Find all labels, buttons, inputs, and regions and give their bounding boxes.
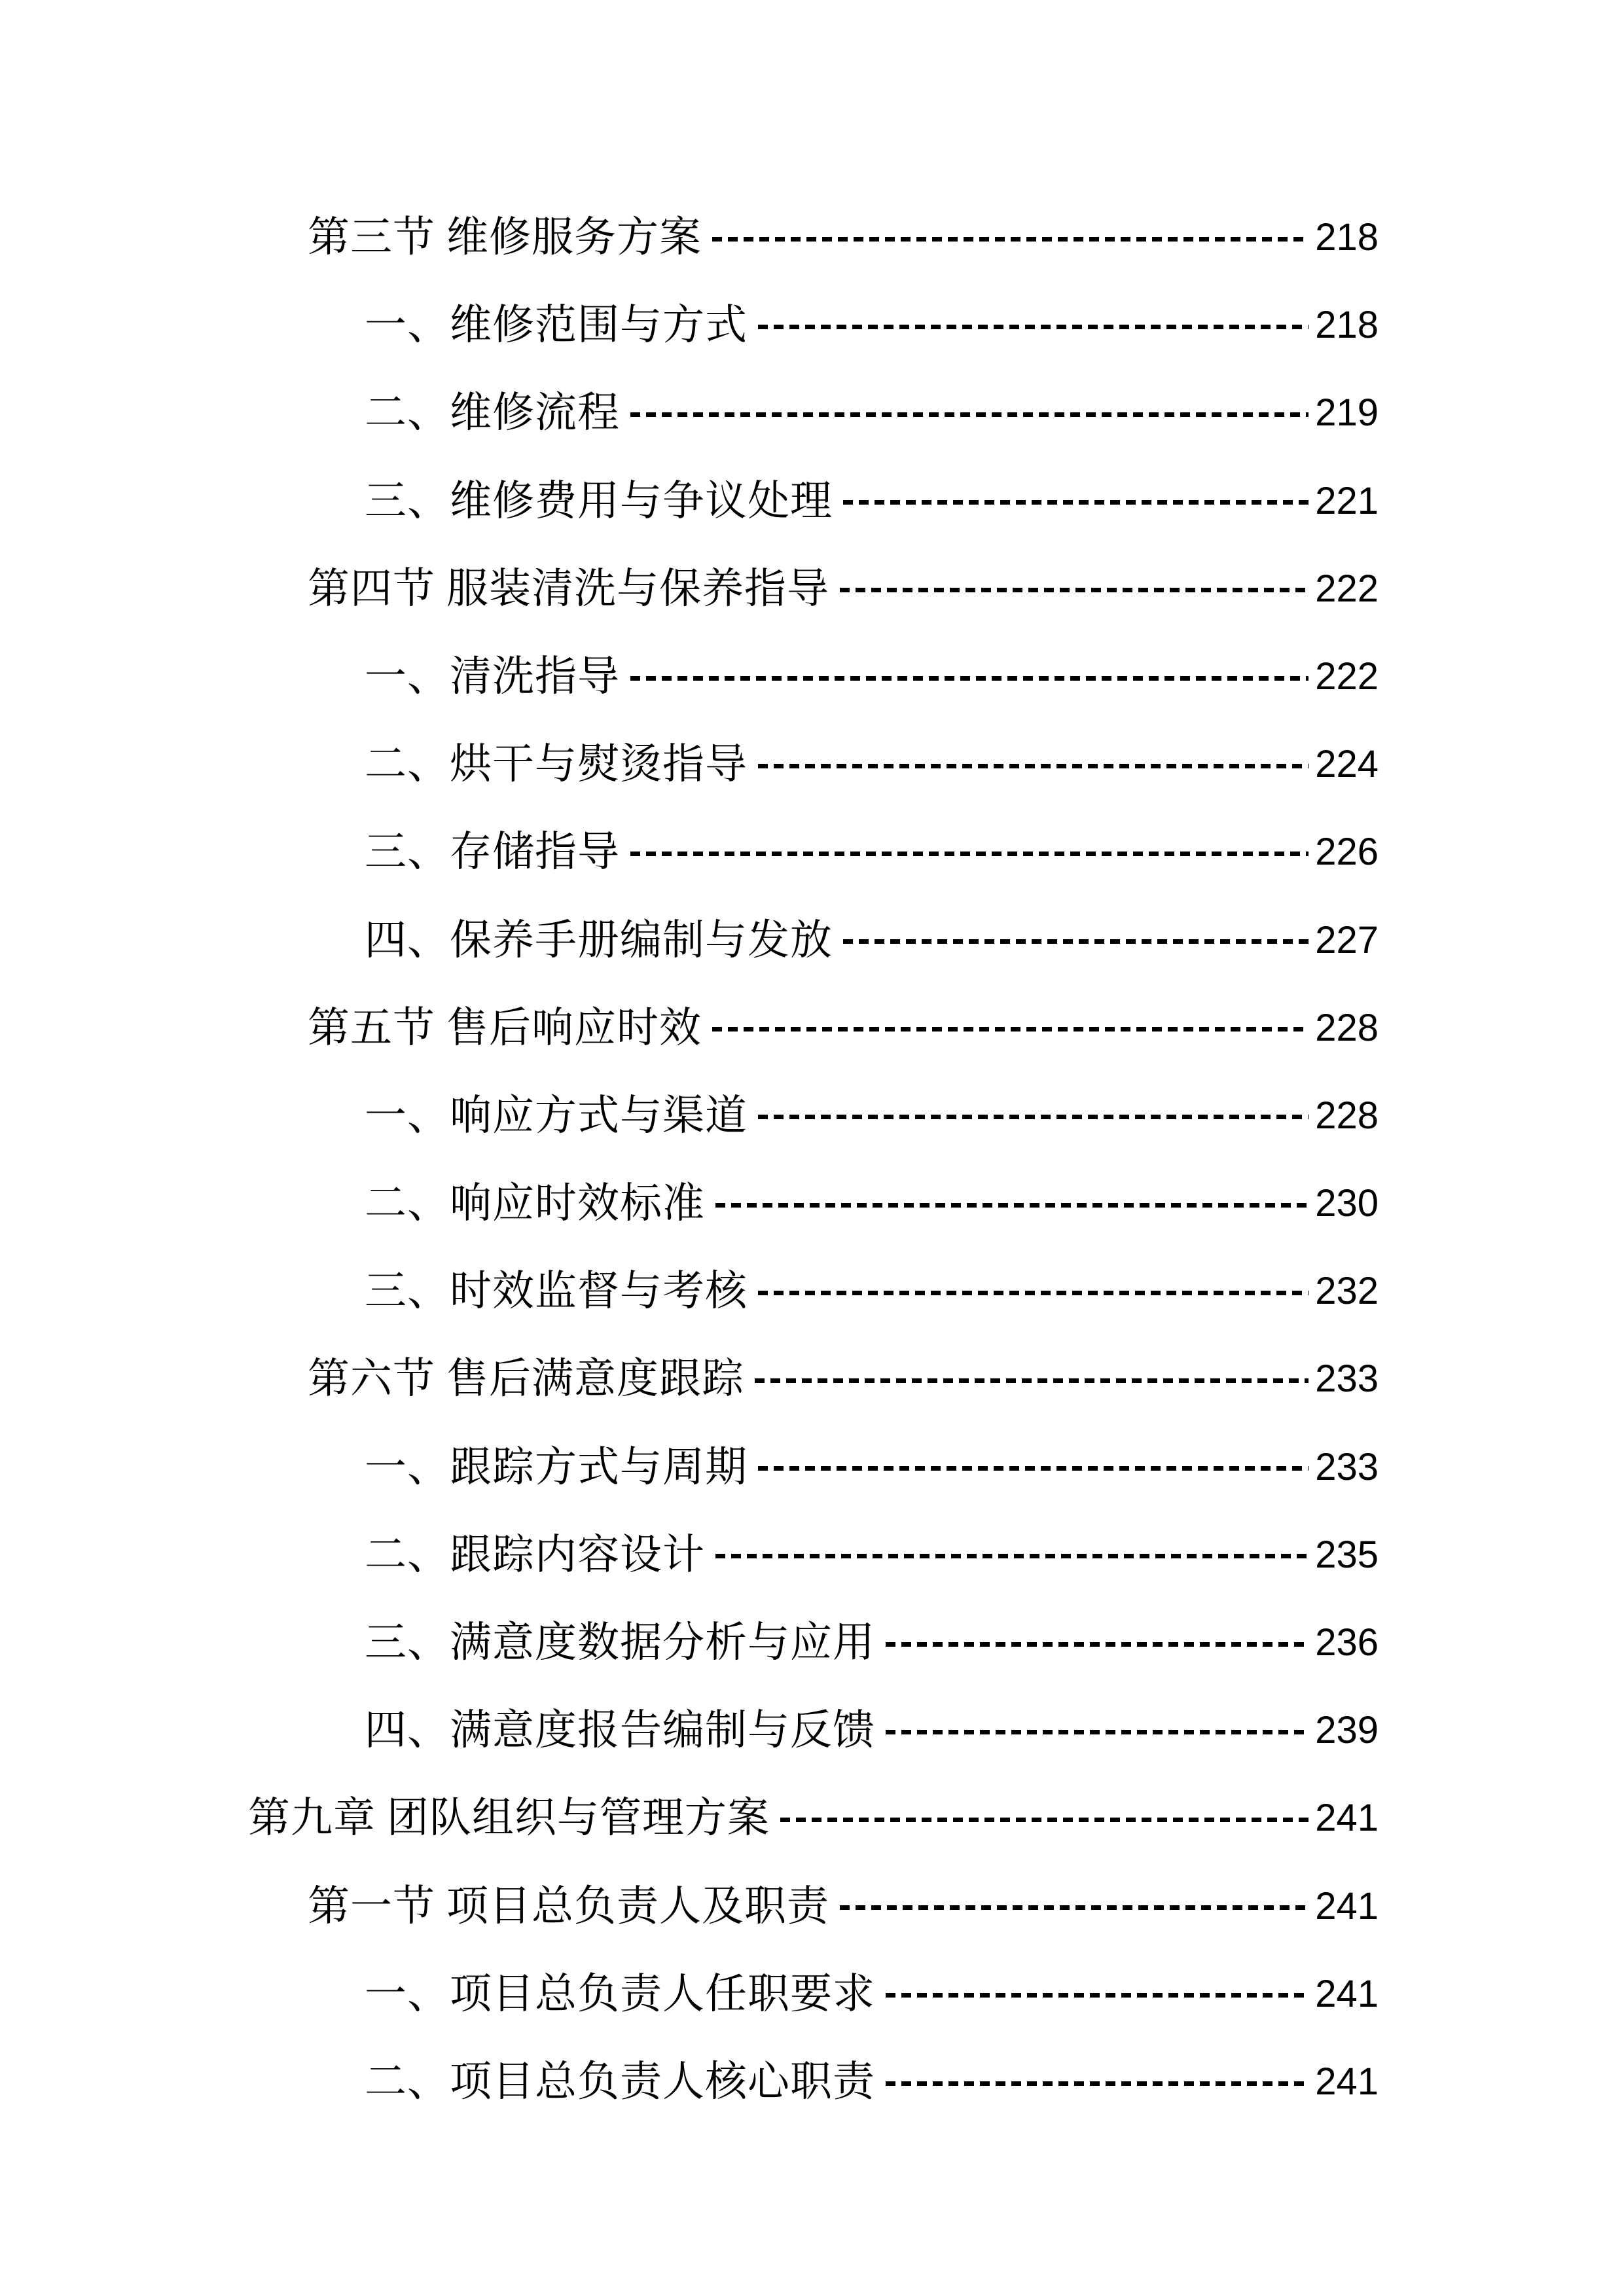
dotted-leader	[758, 325, 1308, 329]
toc-page-number: 218	[1315, 304, 1379, 347]
toc-entry	[248, 1160, 1379, 1247]
toc-page-number: 222	[1315, 655, 1379, 698]
toc-entry-label: 一、清洗指导	[365, 653, 620, 700]
toc-entry-label: 第四节 服装清洗与保养指导	[308, 565, 829, 612]
dotted-leader	[886, 2081, 1308, 2086]
toc-entry-label: 一、项目总负责人任职要求	[365, 1970, 875, 2017]
dotted-leader	[758, 1291, 1308, 1295]
dotted-leader	[758, 1115, 1308, 1119]
toc-entry	[248, 1072, 1379, 1160]
toc-page-number: 241	[1315, 1797, 1379, 1840]
toc-entry	[248, 984, 1379, 1072]
toc-entry-label: 四、保养手册编制与发放	[365, 916, 833, 963]
dotted-leader	[630, 676, 1308, 681]
toc-entry	[248, 1424, 1379, 1511]
toc-page-number: 241	[1315, 1972, 1379, 2015]
toc-page-number: 236	[1315, 1621, 1379, 1664]
dotted-leader	[715, 1554, 1308, 1558]
toc-entry	[248, 1335, 1379, 1423]
toc-page-number: 218	[1315, 216, 1379, 259]
toc-entry	[248, 545, 1379, 633]
toc-page-number: 228	[1315, 1006, 1379, 1049]
toc-page-number: 232	[1315, 1270, 1379, 1313]
toc-entry	[248, 369, 1379, 457]
toc-entry	[248, 721, 1379, 808]
dotted-leader	[630, 852, 1308, 856]
toc-page-number: 241	[1315, 2060, 1379, 2103]
toc-entry	[248, 633, 1379, 721]
toc-entry	[248, 808, 1379, 896]
toc-entry	[248, 457, 1379, 545]
toc-entry-label: 第五节 售后响应时效	[308, 1004, 702, 1051]
dotted-leader	[712, 237, 1308, 242]
toc-page-number: 241	[1315, 1884, 1379, 1928]
dotted-leader	[715, 1203, 1308, 1208]
toc-entry-label: 第九章 团队组织与管理方案	[248, 1795, 770, 1842]
toc-entry	[248, 1511, 1379, 1599]
dotted-leader	[712, 1027, 1308, 1031]
dotted-leader	[758, 764, 1308, 768]
toc-entry-label: 三、存储指导	[365, 829, 620, 876]
toc-entry	[248, 897, 1379, 984]
toc-entry	[248, 194, 1379, 281]
toc-page-number: 230	[1315, 1182, 1379, 1225]
toc-entry-label: 一、响应方式与渠道	[365, 1092, 748, 1139]
toc-page-number: 219	[1315, 391, 1379, 435]
dotted-leader	[758, 1466, 1308, 1471]
toc-entry	[248, 1774, 1379, 1862]
dotted-leader	[843, 939, 1308, 944]
toc-page-number: 239	[1315, 1709, 1379, 1752]
toc-entry-label: 一、维修范围与方式	[365, 302, 748, 349]
dotted-leader	[630, 412, 1308, 417]
toc-page-number: 228	[1315, 1094, 1379, 1137]
dotted-leader	[843, 500, 1308, 505]
toc-entry	[248, 1247, 1379, 1335]
toc-page-number: 222	[1315, 567, 1379, 610]
dotted-leader	[780, 1818, 1308, 1822]
toc-entry	[248, 1863, 1379, 1950]
toc-entry-label: 二、维修流程	[365, 389, 620, 437]
toc-page-number: 233	[1315, 1445, 1379, 1488]
toc-page-number: 226	[1315, 831, 1379, 874]
toc-entry-label: 第一节 项目总负责人及职责	[308, 1882, 829, 1929]
toc-entry	[248, 281, 1379, 369]
dotted-leader	[840, 588, 1308, 592]
toc-entry	[248, 1599, 1379, 1687]
toc-entry-label: 二、烘干与熨烫指导	[365, 741, 748, 788]
toc-entry	[248, 2038, 1379, 2126]
toc-page-number: 224	[1315, 743, 1379, 786]
toc-entry-label: 第六节 售后满意度跟踪	[308, 1355, 744, 1403]
toc-entry	[248, 1687, 1379, 1774]
dotted-leader	[840, 1905, 1308, 1910]
toc-entry-label: 四、满意度报告编制与反馈	[365, 1707, 875, 1754]
toc-entry-label: 三、维修费用与争议处理	[365, 477, 833, 524]
dotted-leader	[886, 1730, 1308, 1734]
toc-entry-label: 一、跟踪方式与周期	[365, 1443, 748, 1490]
toc-page-number: 235	[1315, 1533, 1379, 1576]
dotted-leader	[886, 1642, 1308, 1647]
toc-entry-label: 二、项目总负责人核心职责	[365, 2058, 875, 2105]
dotted-leader	[886, 1993, 1308, 1998]
toc-entry-label: 二、响应时效标准	[365, 1180, 705, 1227]
toc-entry-label: 第三节 维修服务方案	[308, 214, 702, 260]
toc-page-number: 227	[1315, 918, 1379, 961]
toc-entry-label: 二、跟踪内容设计	[365, 1531, 705, 1578]
toc-page-number: 233	[1315, 1357, 1379, 1401]
toc-entry-label: 三、时效监督与考核	[365, 1268, 748, 1315]
dotted-leader	[755, 1378, 1308, 1383]
toc-entry-label: 三、满意度数据分析与应用	[365, 1619, 875, 1666]
toc-entry	[248, 1950, 1379, 2038]
table-of-contents	[248, 194, 1379, 2126]
toc-page-number: 221	[1315, 479, 1379, 522]
